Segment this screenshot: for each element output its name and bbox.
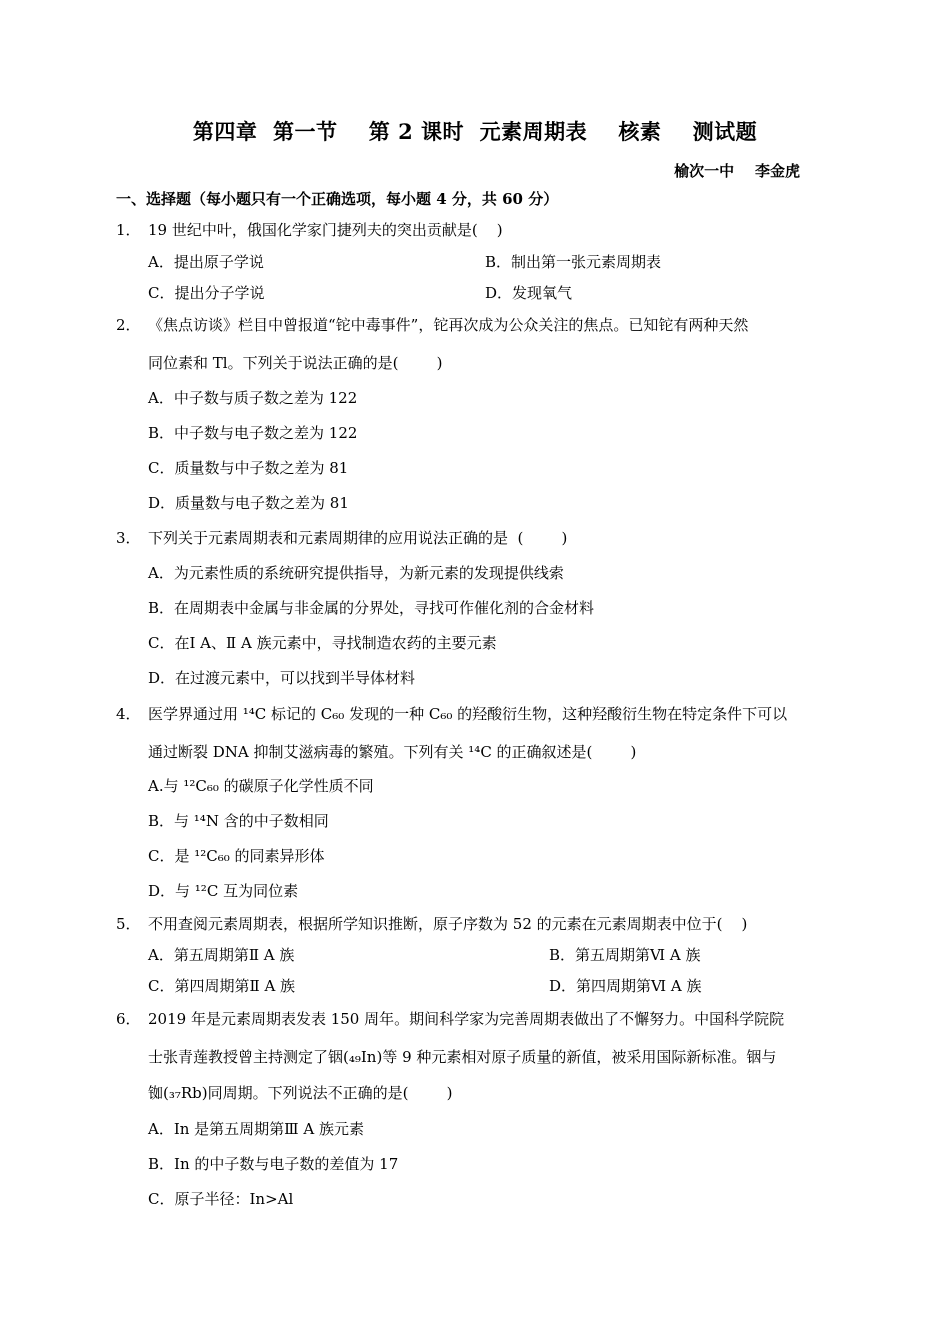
- question-text: 铷(₃₇Rb)同周期。下列说法不正确的是( ): [148, 1084, 453, 1102]
- question-text: 通过断裂 DNA 抑制艾滋病毒的繁殖。下列有关 ¹⁴C 的正确叙述是( ): [148, 743, 637, 761]
- option-d: D．在过渡元素中，可以找到半导体材料: [148, 669, 416, 687]
- option-c: C．第四周期第Ⅱ A 族: [148, 977, 296, 995]
- question-number: 3．: [116, 529, 141, 547]
- page-title: 第四章 第一节 第 2 课时 元素周期表 核素 测试题: [192, 119, 758, 144]
- option-d: D．第四周期第Ⅵ A 族: [549, 977, 702, 995]
- question-text: 《焦点访谈》栏目中曾报道“铊中毒事件”，铊再次成为公众关注的焦点。已知铊有两种天然: [148, 316, 749, 334]
- option-b: B．中子数与电子数之差为 122: [148, 424, 358, 442]
- question-number: 5．: [116, 915, 141, 933]
- option-c: C．是 ¹²C₆₀ 的同素异形体: [148, 847, 325, 865]
- option-c: C．质量数与中子数之差为 81: [148, 459, 349, 477]
- option-a: A．提出原子学说: [148, 253, 264, 271]
- option-c: C．原子半径：In>Al: [148, 1190, 294, 1208]
- option-a: A．中子数与质子数之差为 122: [148, 389, 358, 407]
- question-text: 2019 年是元素周期表发表 150 周年。期间科学家为完善周期表做出了不懈努力。中国科学院院: [148, 1010, 785, 1028]
- question-text: 不用查阅元素周期表，根据所学知识推断，原子序数为 52 的元素在元素周期表中位于( ): [148, 915, 748, 933]
- option-d: D．与 ¹²C 互为同位素: [148, 882, 299, 900]
- author-line: 榆次一中 李金虎: [674, 162, 800, 180]
- question-number: 2．: [116, 316, 141, 334]
- question-text: 同位素和 Tl。下列关于说法正确的是( ): [148, 354, 443, 372]
- option-b: B．第五周期第Ⅵ A 族: [549, 946, 701, 964]
- option-d: D．发现氧气: [485, 284, 573, 302]
- question-text: 19 世纪中叶，俄国化学家门捷列夫的突出贡献是( ): [148, 221, 503, 239]
- option-b: B．与 ¹⁴N 含的中子数相同: [148, 812, 329, 830]
- question-text: 士张青莲教授曾主持测定了铟(₄₉In)等 9 种元素相对原子质量的新值，被采用国际新标准。铟与: [148, 1048, 777, 1066]
- option-a: A.与 ¹²C₆₀ 的碳原子化学性质不同: [148, 777, 374, 795]
- question-number: 4．: [116, 705, 141, 723]
- question-text: 下列关于元素周期表和元素周期律的应用说法正确的是 ( ): [148, 529, 568, 547]
- option-b: B．In 的中子数与电子数的差值为 17: [148, 1155, 399, 1173]
- option-d: D．质量数与电子数之差为 81: [148, 494, 349, 512]
- question-text: 医学界通过用 ¹⁴C 标记的 C₆₀ 发现的一种 C₆₀ 的羟酸衍生物，这种羟酸衍生物在特定条件下可以: [148, 705, 788, 723]
- option-b: B．在周期表中金属与非金属的分界处，寻找可作催化剂的合金材料: [148, 599, 595, 617]
- question-number: 6．: [116, 1010, 141, 1028]
- option-c: C．提出分子学说: [148, 284, 265, 302]
- option-a: A．为元素性质的系统研究提供指导，为新元素的发现提供线索: [148, 564, 564, 582]
- option-c: C．在Ⅰ A、Ⅱ A 族元素中，寻找制造农药的主要元素: [148, 634, 497, 652]
- option-a: A．第五周期第Ⅱ A 族: [148, 946, 295, 964]
- option-b: B．制出第一张元素周期表: [485, 253, 662, 271]
- option-a: A．In 是第五周期第Ⅲ A 族元素: [148, 1120, 365, 1138]
- question-number: 1．: [116, 221, 141, 239]
- section-heading: 一、选择题（每小题只有一个正确选项，每小题 4 分，共 60 分）: [116, 190, 559, 208]
